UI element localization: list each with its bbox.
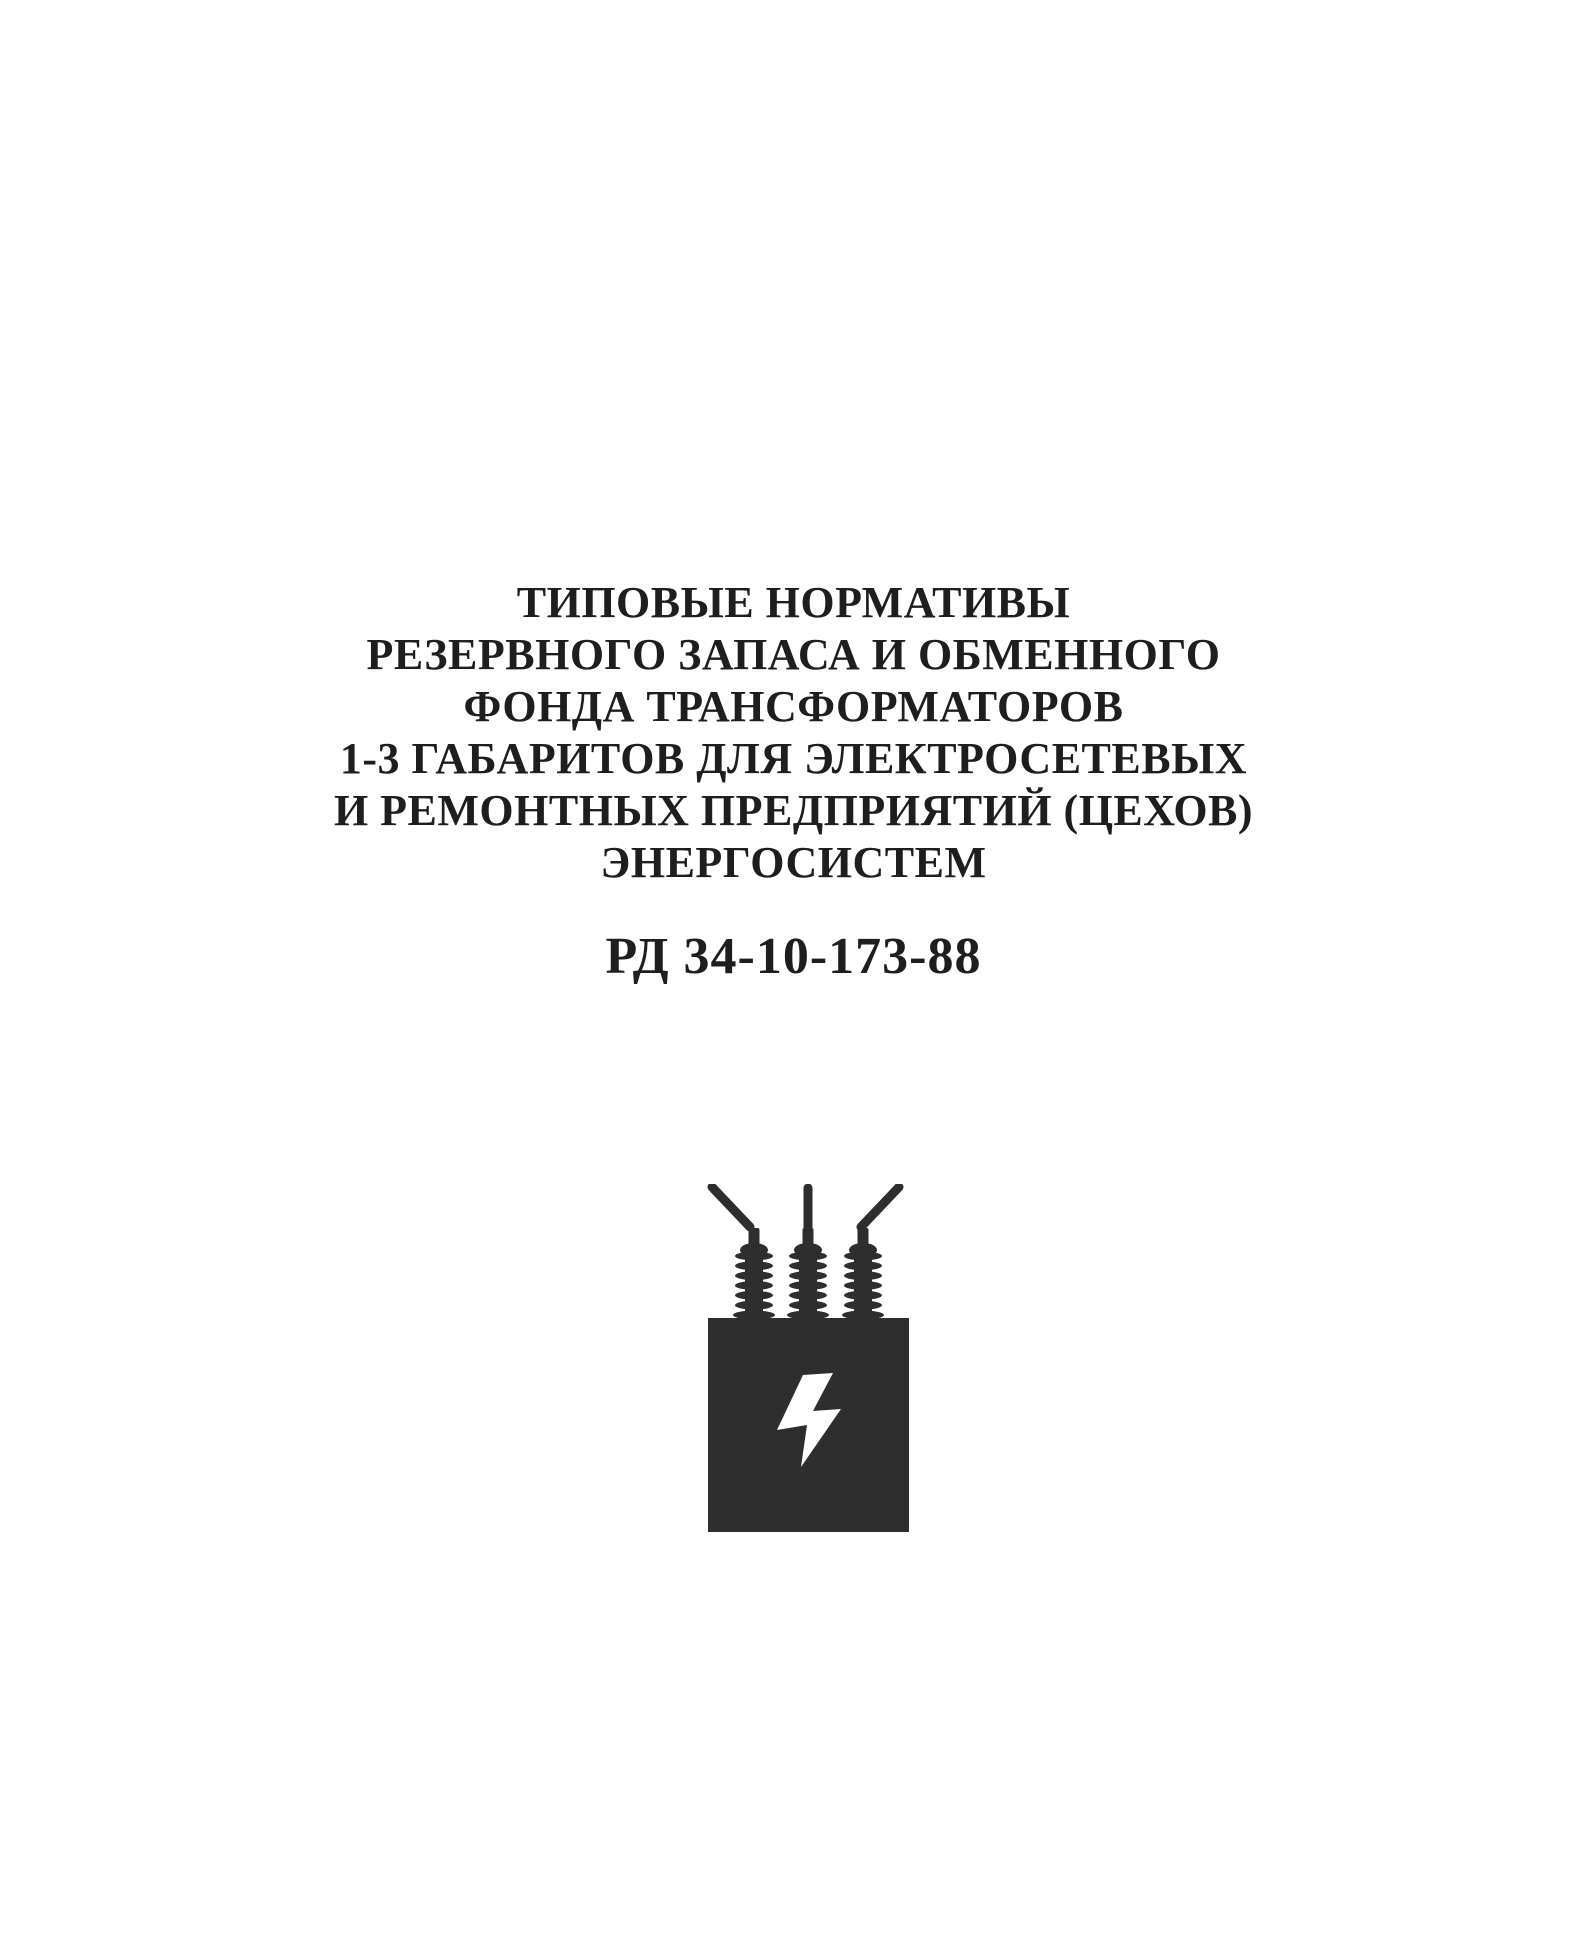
- bushing-middle-icon: [787, 1228, 829, 1320]
- wire-left-icon: [712, 1187, 750, 1227]
- document-number: РД 34-10-173-88: [605, 928, 982, 985]
- wire-right-icon: [861, 1187, 899, 1227]
- bushing-right-icon: [842, 1228, 884, 1320]
- title-line: И РЕМОНТНЫХ ПРЕДПРИЯТИЙ (ЦЕХОВ): [333, 786, 1254, 835]
- title-line: ТИПОВЫЕ НОРМАТИВЫ: [516, 578, 1071, 627]
- title-line: РЕЗЕРВНОГО ЗАПАСА И ОБМЕННОГО: [366, 630, 1221, 679]
- bushing-left-icon: [733, 1228, 775, 1320]
- title-line: ФОНДА ТРАНСФОРМАТОРОВ: [463, 682, 1124, 731]
- title-line: ЭНЕРГОСИСТЕМ: [600, 838, 987, 887]
- transformer-icon: [702, 1184, 912, 1534]
- title-line: 1-3 ГАБАРИТОВ ДЛЯ ЭЛЕКТРОСЕТЕВЫХ: [339, 734, 1248, 783]
- document-title: [0, 577, 1587, 889]
